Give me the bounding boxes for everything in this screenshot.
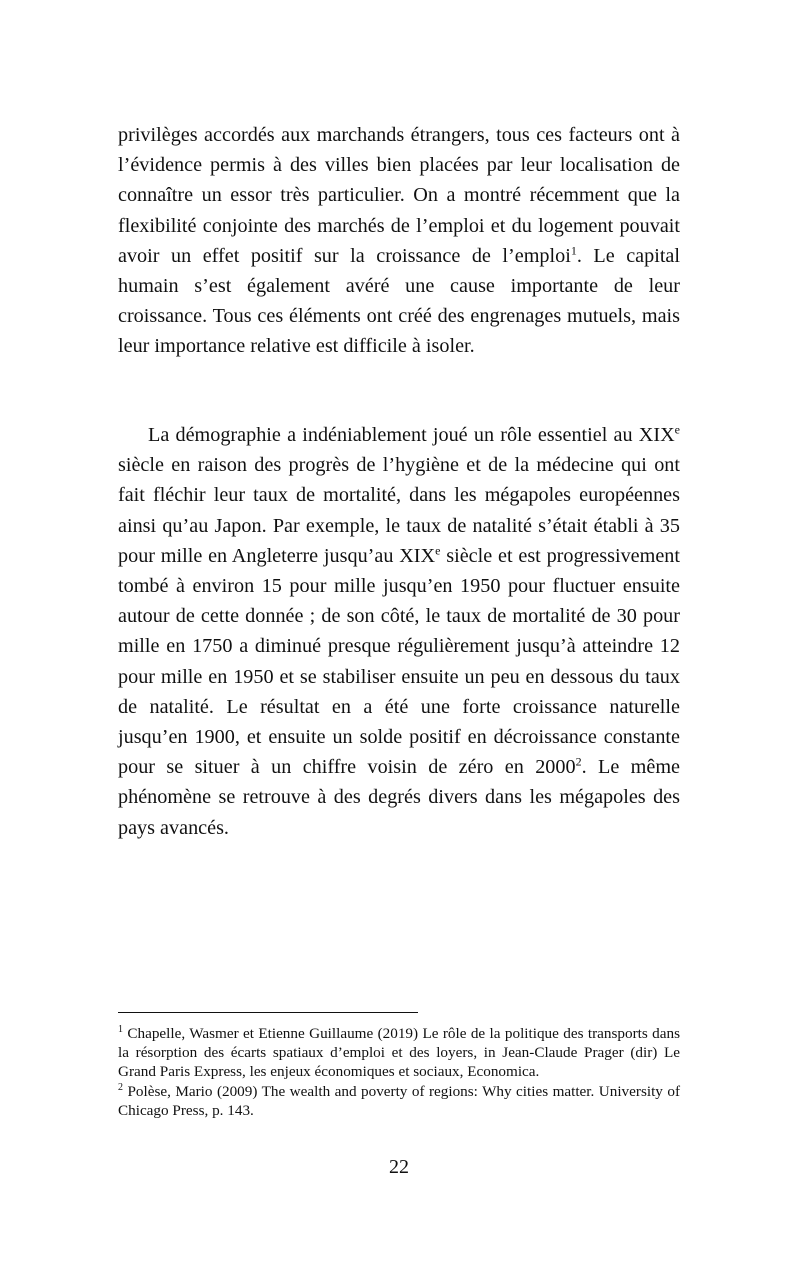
footnote-ref-2: 2 [575,754,582,769]
paragraph-1-text-a: privilèges accordés aux marchands étrangers, tous ces facteurs ont à l’évidence permis à des villes bien placées par leur localisation de connaître un essor très particulier. On a montré récemment que la flexibilité conjointe des marchés de l’emploi et du logement pouvait avoir un effet positif sur la croissance de l’emploi [118,124,680,267]
paragraph-2-text-c: siècle et est progressivement tombé à environ 15 pour mille jusqu’en 1950 pour fluctuer ensuite autour de cette donnée ; de son côté, le taux de mortalité de 30 pour mille en 1750 a diminué presque régulièrement jusqu’à atteindre 12 pour mille en 1950 et se stabiliser ensuite un peu en dessous du taux de natalité. Le résultat en a été une forte croissance naturelle jusqu’en 1900, et ensuite un solde positif en décroissance constante pour se situer à un chiffre voisin de zéro en 2000 [118,544,681,779]
paragraph-1-text-b: . Le capital humain s’est également avéré une cause importante de leur croissance. Tous ces éléments ont créé des engrenages mutuels, mais leur importance relative est difficile à isoler. [118,244,680,358]
footnote-marker-1: 1 [118,1023,123,1035]
footnote-2-text: Polèse, Mario (2009) The wealth and poverty of regions: Why cities matter. University of Chicago Press, p. 143. [118,1082,680,1119]
paragraph-2-text-b: siècle en raison des progrès de l’hygiène et de la médecine qui ont fait fléchir leur taux de mortalité, dans les mégapoles européennes ainsi qu’au Japon. Par exemple, le taux de natalité s’était établi à 35 pour mille en Angleterre jusqu’au XIX [118,454,680,567]
footnote-ref-1: 1 [570,243,577,258]
paragraph-2-text-d: . Le même phénomène se retrouve à des degrés divers dans les mégapoles des pays avancés. [118,756,680,839]
body-paragraph-1 [118,120,680,362]
footnote-separator [118,1012,418,1013]
footnote-1-text: Chapelle, Wasmer et Etienne Guillaume (2019) Le rôle de la politique des transports dans la résorption des écarts spatiaux d’emploi et des loyers, in Jean-Claude Prager (dir) Le Grand Paris Express, les enjeux économiques et sociaux, Economica. [118,1025,680,1081]
footnote-2 [118,1082,680,1120]
book-page [118,0,680,1269]
page-number: 22 [389,1156,409,1178]
footnotes [118,1024,680,1120]
body-paragraph-2 [118,420,680,843]
century-superscript-1: e [674,422,680,437]
century-superscript-2: e [435,543,441,558]
footnote-1 [118,1024,680,1082]
footnote-marker-2: 2 [118,1081,123,1093]
paragraph-2-text-a: La démographie a indéniablement joué un rôle essentiel au XIX [148,424,675,446]
